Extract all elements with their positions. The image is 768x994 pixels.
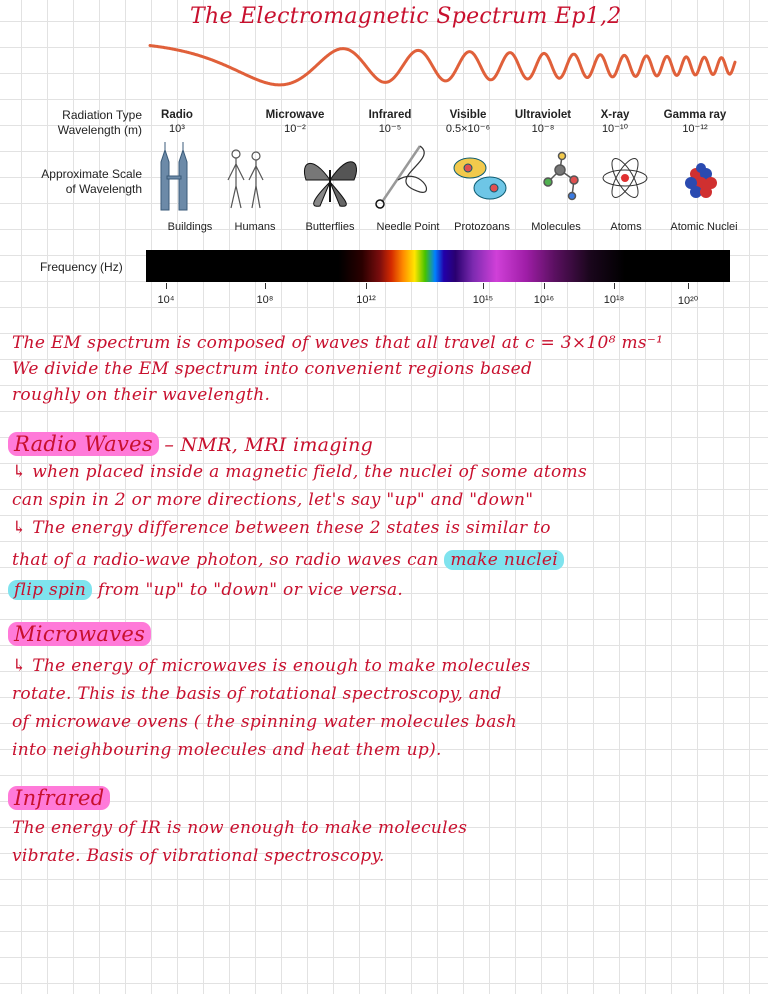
radio-heading: Radio Waves bbox=[8, 432, 159, 456]
freq-tick-1e4: 10⁴ bbox=[157, 294, 175, 306]
radio-line-5-row bbox=[8, 580, 403, 600]
intro-line-1: The EM spectrum is composed of waves that all travel at c = 3×10⁸ ms⁻¹ bbox=[12, 333, 664, 353]
freq-tick-1e18: 10¹⁸ bbox=[603, 294, 625, 306]
col-xray-wavelength: 10⁻¹⁰ bbox=[601, 123, 629, 135]
radiation-type-label: Radiation Type bbox=[62, 108, 142, 122]
spectrum-bar bbox=[146, 250, 730, 282]
butterfly-icon bbox=[304, 162, 356, 207]
col-ultraviolet: Ultraviolet bbox=[514, 109, 572, 121]
radio-line-5: from "up" to "down" or vice versa. bbox=[97, 580, 404, 600]
radio-line-2: can spin in 2 or more directions, let's say "up" and "down" bbox=[12, 490, 534, 510]
freq-tick-1e15: 10¹⁵ bbox=[472, 294, 494, 306]
scale-label-line1: Approximate Scale bbox=[41, 167, 142, 181]
atomic-nuclei-icon bbox=[685, 163, 717, 198]
infrared-heading-row bbox=[8, 786, 110, 810]
col-microwave-wavelength: 10⁻² bbox=[284, 123, 306, 135]
scale-butterflies: Butterflies bbox=[305, 221, 355, 233]
microwaves-line-4: into neighbouring molecules and heat them up). bbox=[12, 740, 442, 760]
freq-tick-1e20: 10²⁰ bbox=[677, 295, 699, 307]
infrared-line-2: vibrate. Basis of vibrational spectroscopy. bbox=[12, 846, 385, 866]
freq-tick-mark bbox=[265, 283, 266, 289]
col-xray: X-ray bbox=[600, 109, 630, 121]
scale-humans: Humans bbox=[234, 221, 276, 233]
radio-line-4: that of a radio-wave photon, so radio waves can bbox=[12, 550, 439, 570]
col-visible: Visible bbox=[449, 109, 487, 121]
page-title: The Electromagnetic Spectrum Ep1,2 bbox=[190, 4, 622, 29]
infrared-line-1: The energy of IR is now enough to make molecules bbox=[12, 818, 468, 838]
col-ultraviolet-wavelength: 10⁻⁸ bbox=[531, 123, 555, 135]
radio-line-1: ↳ when placed inside a magnetic field, the nuclei of some atoms bbox=[12, 462, 587, 482]
freq-tick-1e16: 10¹⁶ bbox=[533, 294, 555, 306]
highlight-flip-spin: flip spin bbox=[8, 580, 92, 600]
radio-line-3: ↳ The energy difference between these 2 states is similar to bbox=[12, 518, 551, 538]
microwaves-line-1: ↳ The energy of microwaves is enough to make molecules bbox=[12, 656, 531, 676]
frequency-label: Frequency (Hz) bbox=[40, 260, 123, 274]
freq-tick-mark bbox=[688, 283, 689, 289]
scale-atomic-nuclei: Atomic Nuclei bbox=[670, 221, 738, 233]
scale-label-line2: of Wavelength bbox=[65, 182, 142, 196]
freq-tick-mark bbox=[544, 283, 545, 289]
freq-tick-1e8: 10⁸ bbox=[256, 294, 274, 306]
col-infrared-wavelength: 10⁻⁵ bbox=[378, 123, 402, 135]
freq-tick-mark bbox=[483, 283, 484, 289]
atom-icon bbox=[603, 155, 647, 201]
wave-graphic bbox=[0, 0, 768, 110]
scale-buildings: Buildings bbox=[167, 221, 213, 233]
intro-line-3: roughly on their wavelength. bbox=[12, 385, 271, 405]
col-radio-wavelength: 10³ bbox=[169, 123, 185, 135]
molecules-icon bbox=[544, 153, 578, 200]
em-spectrum-figure bbox=[0, 0, 768, 330]
scale-molecules: Molecules bbox=[531, 221, 581, 233]
scale-atoms: Atoms bbox=[610, 221, 642, 233]
radio-heading-suffix: – NMR, MRI imaging bbox=[164, 434, 374, 456]
humans-icon bbox=[228, 150, 263, 208]
scale-illustrations bbox=[0, 140, 768, 220]
col-radio: Radio bbox=[161, 109, 193, 121]
col-infrared: Infrared bbox=[368, 109, 412, 121]
radio-heading-row bbox=[8, 432, 373, 456]
wave-line bbox=[150, 46, 735, 85]
scale-needle-point: Needle Point bbox=[376, 221, 440, 233]
freq-tick-mark bbox=[166, 283, 167, 289]
infrared-heading: Infrared bbox=[8, 786, 110, 810]
protozoans-icon bbox=[454, 158, 506, 199]
microwaves-line-3: of microwave ovens ( the spinning water molecules bash bbox=[12, 712, 517, 732]
intro-line-2: We divide the EM spectrum into convenient regions based bbox=[12, 359, 533, 379]
freq-tick-mark bbox=[366, 283, 367, 289]
col-visible-wavelength: 0.5×10⁻⁶ bbox=[445, 123, 491, 135]
buildings-icon bbox=[161, 142, 187, 210]
freq-tick-1e12: 10¹² bbox=[356, 294, 376, 306]
wavelength-label: Wavelength (m) bbox=[57, 123, 142, 137]
radio-line-4-row bbox=[12, 550, 564, 570]
scale-protozoans: Protozoans bbox=[454, 221, 510, 233]
highlight-make-nuclei: make nuclei bbox=[444, 550, 564, 570]
microwaves-heading: Microwaves bbox=[8, 622, 151, 646]
col-gamma-wavelength: 10⁻¹² bbox=[682, 123, 708, 135]
needle-point-icon bbox=[376, 146, 426, 208]
col-microwave: Microwave bbox=[265, 109, 325, 121]
microwaves-heading-row bbox=[8, 622, 151, 646]
freq-tick-mark bbox=[614, 283, 615, 289]
microwaves-line-2: rotate. This is the basis of rotational spectroscopy, and bbox=[12, 684, 502, 704]
col-gamma: Gamma ray bbox=[663, 109, 727, 121]
